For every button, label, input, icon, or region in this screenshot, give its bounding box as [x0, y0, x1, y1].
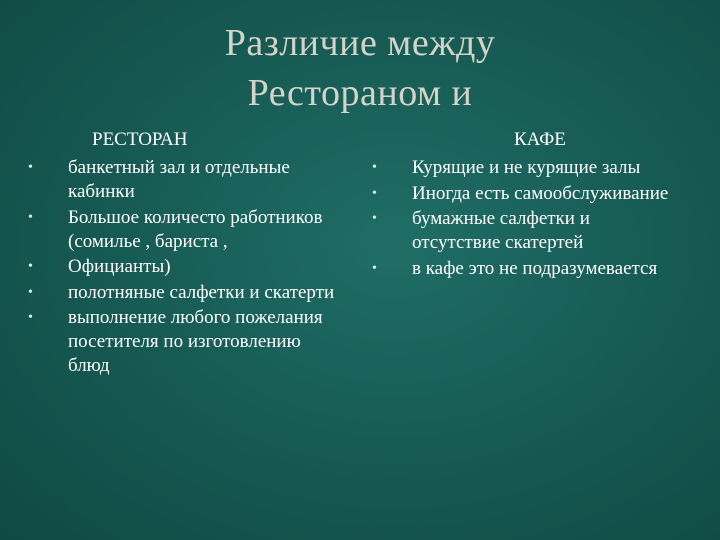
list-item-text: банкетный зал и отдельные кабинки — [68, 157, 290, 202]
restaurant-heading: РЕСТОРАН — [92, 129, 188, 150]
bullet-icon: • — [28, 310, 33, 325]
restaurant-list — [26, 156, 346, 378]
list-item — [26, 306, 346, 378]
bullet-icon: • — [28, 284, 33, 300]
bullet-icon: • — [28, 259, 33, 274]
list-item — [26, 255, 346, 279]
title-line-2: Рестораном и — [247, 72, 473, 114]
list-item — [370, 156, 670, 180]
list-item — [370, 182, 670, 206]
slide-title — [150, 18, 570, 118]
cafe-list — [370, 156, 670, 281]
list-item-text: полотняные салфетки и скатерти — [68, 281, 335, 303]
list-item-text: выполнение любого пожелания посетителя по изготовлению блюд — [68, 307, 323, 376]
list-item-text: в кафе это не подразумевается — [412, 257, 658, 279]
bullet-icon: • — [372, 160, 377, 175]
list-item-text: бумажные салфетки и отсутствие скатертей — [412, 208, 590, 253]
cafe-heading: КАФЕ — [514, 129, 566, 150]
bullet-icon: • — [372, 211, 377, 226]
restaurant-column — [26, 128, 346, 380]
list-item — [370, 207, 670, 255]
bullet-icon: • — [372, 185, 377, 201]
bullet-icon: • — [372, 260, 377, 276]
title-line-1: Различие между — [224, 22, 496, 64]
cafe-column — [370, 128, 670, 282]
list-item — [26, 281, 346, 305]
list-item-text: Иногда есть самообслуживание — [412, 182, 669, 204]
list-item — [26, 156, 346, 204]
list-item-text: Официанты) — [68, 256, 171, 277]
list-item-text: Курящие и не курящие залы — [412, 157, 641, 178]
list-item — [370, 257, 670, 281]
bullet-icon: • — [28, 209, 33, 225]
bullet-icon: • — [28, 160, 33, 175]
list-item — [26, 206, 346, 254]
list-item-text: Большое количесто работников (сомилье , бариста , — [68, 206, 323, 252]
